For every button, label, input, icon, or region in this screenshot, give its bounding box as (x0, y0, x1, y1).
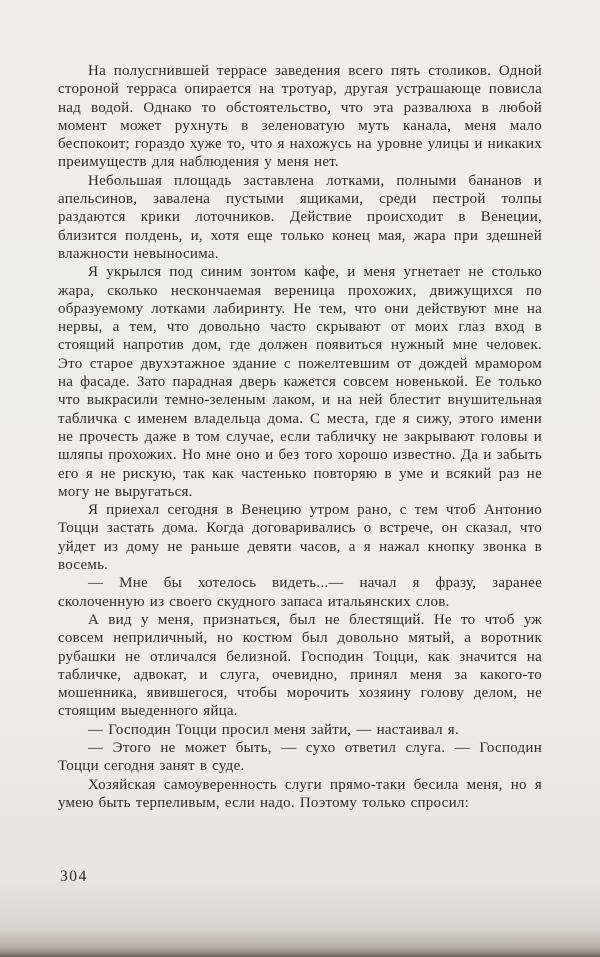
page-bottom-edge-shadow (0, 947, 600, 957)
paragraph: А вид у меня, признаться, был не блестящий. Не то чтоб уж совсем неприличный, но костюм был довольно мятый, а воротник рубашки не отличался белизной. Господин Тоцци, как значится на табличке, адвокат, и слуга, очевидно, принял меня за какого-то мошенника, явившегося, чтобы морочить хозяину голову делом, не стоящим выеденного яйца. (58, 611, 542, 720)
paragraph-dialogue: — Мне бы хотелось видеть...— начал я фразу, заранее сколоченную из своего скудного запаса итальянских слов. (58, 575, 542, 610)
paragraph: Я приехал сегодня в Венецию утром рано, с тем чтоб Антонио Тоцци застать дома. Когда договаривались о встрече, он сказал, что уйдет из дому не раньше девяти часов, а я нажал кнопку звонка в восемь. (58, 502, 542, 574)
paragraph: Я укрылся под синим зонтом кафе, и меня угнетает не столько жара, сколько нескончаемая вереница прохожих, движущихся по образуемому лотками лабиринту. Не тем, что они действуют мне на нервы, а тем, что довольно часто скрывают от моих глаз вход в стоящий напротив дом, где должен появиться нужный мне человек. Это старое двухэтажное здание с пожелтевшим от дождей мрамором на фасаде. Зато парадная дверь кажется совсем новенькой. Ее только что выкрасили темно-зеленым лаком, и на ней блестит внушительная табличка с именем владельца дома. С места, где я сижу, этого имени не прочесть даже в том случае, если табличку не закрывают головы и шляпы прохожих. Но мне оно и без того хорошо известно. Да и забыть его я не рискую, так как частенько повторяю в уме и всякий раз не могу не выругаться. (58, 264, 542, 500)
paragraph-dialogue: — Господин Тоцци просил меня зайти, — настаивал я. (88, 721, 459, 738)
paragraph: На полусгнившей террасе заведения всего пять столиков. Одной стороной терраса опирается на тротуар, другая устрашающе повисла над водой. Однако то обстоятельство, что эта развалюха в любой момент может рухнуть в зеленоватую муть канала, меня мало беспокоит; гораздо хуже то, что я нахожусь на уровне улицы и никаких преимуществ для наблюдения у меня нет. (58, 63, 542, 171)
page-number: 304 (60, 868, 88, 885)
paragraph: Хозяйская самоуверенность слуги прямо-таки бесила меня, но я умею быть терпеливым, если надо. Поэтому только спросил: (58, 776, 542, 811)
paragraph: Небольшая площадь заставлена лотками, полными бананов и апельсинов, завалена пустыми ящиками, среди пестрой толпы раздаются крики лоточников. Действие происходит в Венеции, близится полдень, и, хотя еще только конец мая, жара при здешней влажности невыносима. (58, 172, 542, 262)
text-block (58, 62, 542, 812)
paragraph-dialogue: — Этого не может быть, — сухо ответил слуга. — Господин Тоцци сегодня занят в суде. (58, 739, 542, 775)
